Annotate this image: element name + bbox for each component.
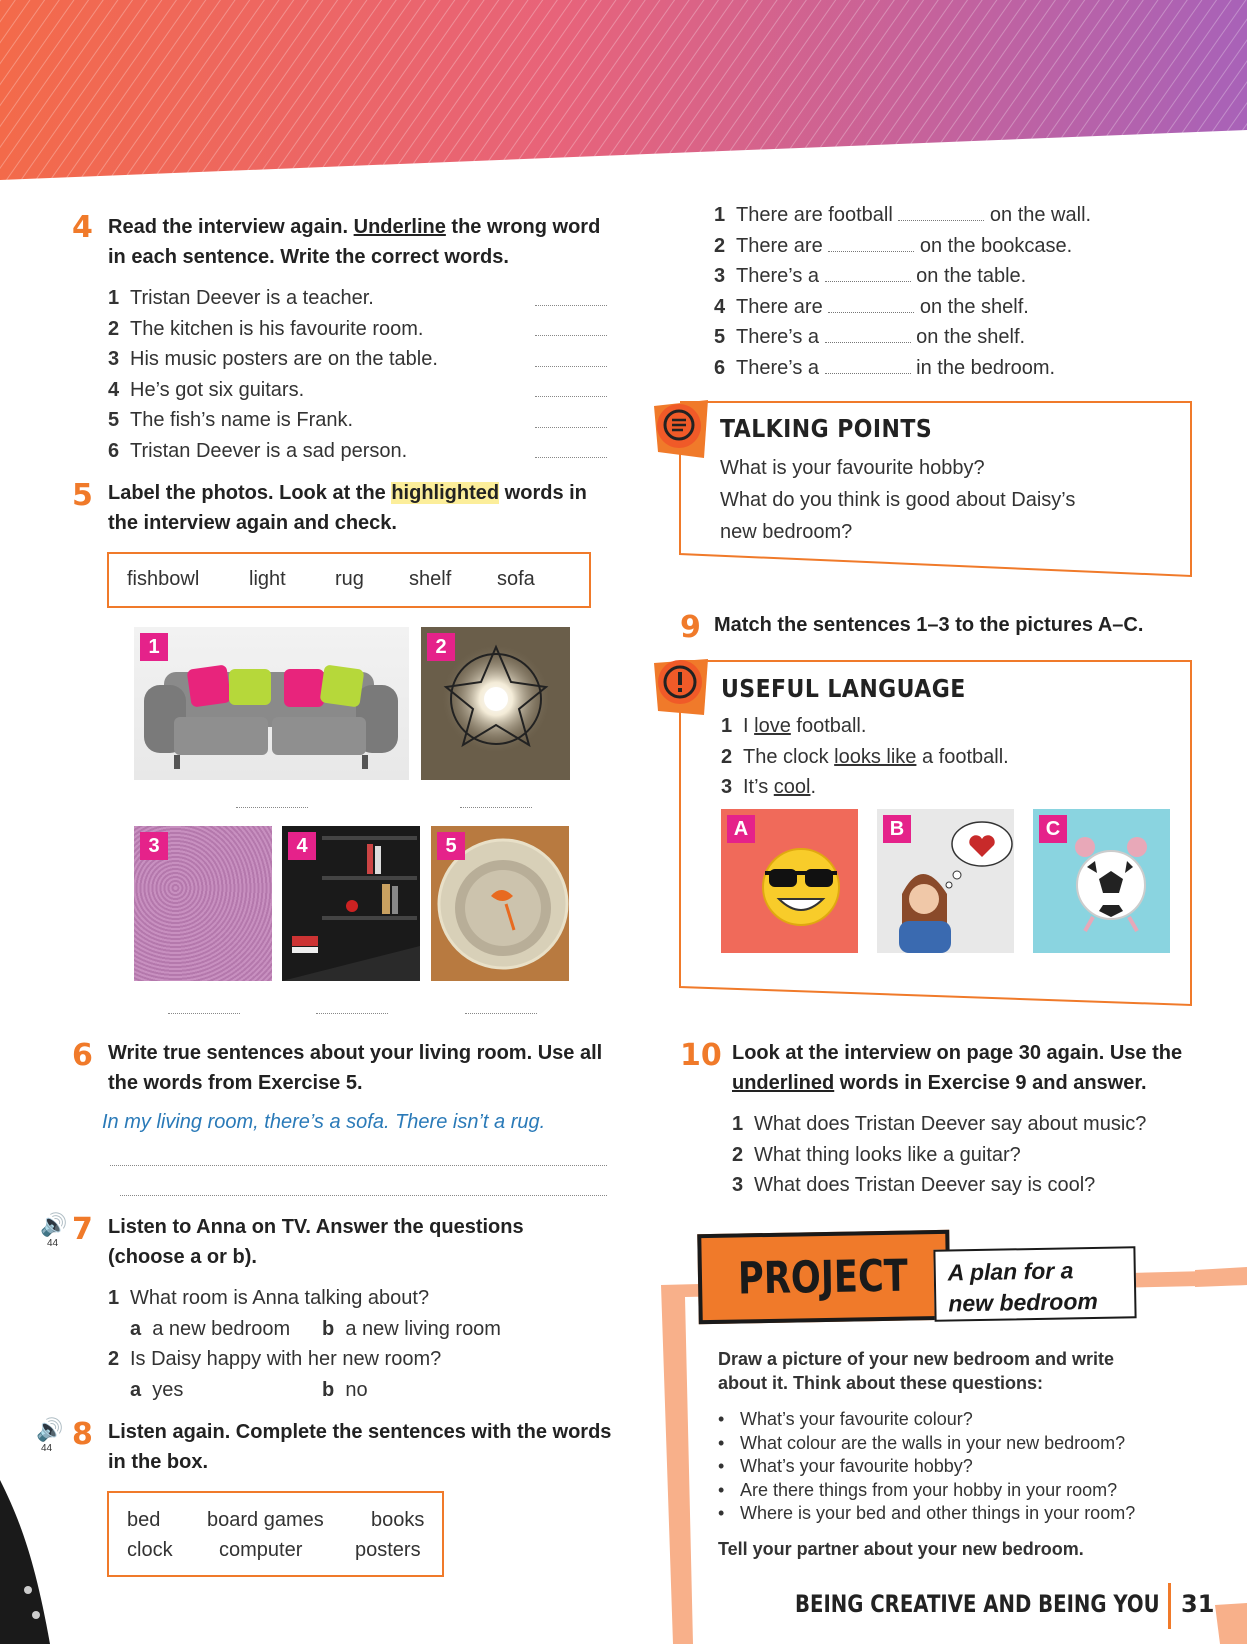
track-number: 44 [41,1443,53,1454]
list-item: 3 There’s a on the table. [714,265,1027,287]
unit-title: BEING CREATIVE AND BEING YOU [795,1590,1160,1618]
project-closing: Tell your partner about your new bedroom. [718,1539,1084,1559]
list-item: 1 Tristan Deever is a teacher. [108,287,374,309]
exercise-4-instruction: Read the interview again. Underline the wrong word in each sentence. Write the correct words. [108,216,601,268]
talking-points-text: What is your favourite hobby? What do you think is good about Daisy’s new bedroom? [720,457,1076,543]
list-item: 3 What does Tristan Deever say is cool? [732,1174,1096,1196]
photo-fishbowl [431,826,569,981]
speech-bubble-icon [657,404,701,448]
list-item: • What’s your favourite hobby? [718,1455,1198,1479]
exercise-8-instruction: Listen again. Complete the sentences with the words in the box. [108,1421,612,1473]
list-item: 2 There are on the bookcase. [714,234,1073,257]
photo-tag: 3 [140,832,168,860]
audio-icon[interactable]: 🔊 [36,1417,64,1442]
photo-light [421,627,570,780]
alert-icon [658,660,702,704]
answer-line[interactable] [460,807,532,808]
list-item: 3 His music posters are on the table. [108,348,438,370]
list-item: 4 He’s got six guitars. [108,378,305,401]
picture-c-football-clock [1033,809,1170,953]
track-number: 44 [47,1238,59,1249]
word: rug [335,568,364,590]
exercise-5-number: 5 [72,478,93,513]
option[interactable]: yes [152,1378,184,1401]
exercise-5-word-box [107,552,591,608]
picture-b-girl-love [877,809,1014,953]
talking-points-title: TALKING POINTS [720,414,933,443]
list-item: • Where is your bed and other things in your room? [718,1502,1198,1526]
word: books [371,1509,425,1531]
project-label: PROJECT [737,1250,909,1305]
photo-tag: 5 [437,832,465,860]
exercise-6-number: 6 [72,1038,93,1073]
side-decoration [0,1480,60,1644]
answer-line[interactable] [535,457,607,458]
answer-line[interactable] [168,1013,240,1014]
footer-divider [1168,1583,1171,1629]
header-banner [0,0,1247,185]
photo-sofa [134,627,409,780]
word: shelf [409,568,452,590]
answer-line[interactable] [316,1013,388,1014]
answer-line[interactable] [535,427,607,428]
exercise-5-instruction: Label the photos. Look at the highlighted words in the interview again and check. [108,482,587,534]
word: light [249,568,286,590]
answer-line[interactable] [465,1013,537,1014]
word: fishbowl [127,568,200,590]
exercise-9-instruction: Match the sentences 1–3 to the pictures A–C. [714,614,1144,636]
photo-rug [134,826,272,981]
list-item: • Are there things from your hobby in your room? [718,1479,1198,1503]
photo-tag: 2 [427,633,455,661]
useful-language-title: USEFUL LANGUAGE [721,674,966,703]
project-subtitle: A plan for a new bedroom [947,1257,1099,1317]
exercise-8-sentences [714,200,1154,383]
picture-tag: C [1039,815,1067,843]
photo-shelf [282,826,420,981]
list-item: 4 There are on the shelf. [714,295,1029,318]
list-item: 2 What thing looks like a guitar? [732,1143,1021,1166]
list-item: 5 There’s a on the shelf. [714,326,1026,348]
list-item: 1 There are football on the wall. [714,204,1092,226]
exercise-7-number: 7 [72,1212,93,1247]
project-label-box [697,1230,951,1324]
list-item: 1 What does Tristan Deever say about music? [732,1113,1147,1135]
picture-tag: A [727,815,755,843]
word: computer [219,1539,303,1561]
exercise-6-instruction: Write true sentences about your living room. Use all the words from Exercise 5. [108,1042,603,1094]
page-number: 31 [1181,1590,1215,1618]
exercise-9-number: 9 [680,610,701,645]
writing-line[interactable] [110,1165,607,1166]
answer-line[interactable] [535,396,607,397]
word: sofa [497,568,535,590]
word: board games [207,1509,324,1531]
project-intro: Draw a picture of your new bedroom and write about it. Think about these questions: [718,1349,1115,1393]
list-item: 2 The kitchen is his favourite room. [108,317,424,340]
list-item: 6 Tristan Deever is a sad person. [108,439,408,462]
exercise-8-word-box [107,1491,444,1577]
option[interactable]: a new living room [345,1317,501,1340]
writing-line[interactable] [120,1195,607,1196]
audio-icon[interactable]: 🔊 [40,1212,68,1237]
word: bed [127,1509,161,1531]
exercise-7-instruction: Listen to Anna on TV. Answer the questions (choose a or b). [108,1216,524,1268]
word: posters [355,1539,421,1561]
project-subtitle-box [933,1246,1136,1322]
exercise-6-example: In my living room, there’s a sofa. There isn’t a rug. [102,1111,546,1133]
option[interactable]: a new bedroom [152,1317,291,1340]
exercise-10-questions [732,1109,1192,1201]
answer-line[interactable] [535,335,607,336]
useful-language-sentences: 1 I love football. 2 The clock looks like a football. 3 It’s cool. [721,715,1009,798]
answer-line[interactable] [236,807,308,808]
picture-tag: B [883,815,911,843]
option[interactable]: no [345,1378,368,1401]
list-item: 6 There’s a in the bedroom. [714,356,1056,379]
project-bullets [718,1408,1198,1526]
answer-line[interactable] [535,305,607,306]
exercise-4-number: 4 [72,210,93,245]
exercise-10-number: 10 [680,1038,722,1073]
list-item: 5 The fish’s name is Frank. [108,409,354,431]
photo-tag: 4 [288,832,316,860]
answer-line[interactable] [535,366,607,367]
exercise-10-instruction: Look at the interview on page 30 again. Use the underlined words in Exercise 9 and answer. [732,1042,1183,1094]
list-item: • What’s your favourite colour? [718,1408,1198,1432]
list-item: • What colour are the walls in your new bedroom? [718,1432,1198,1456]
exercise-7-questions: 1 What room is Anna talking about? a a new bedroom b a new living room 2 Is Daisy happy with her new room? a yes b no [108,1287,501,1401]
picture-a-cool-emoji [721,809,858,953]
exercise-8-number: 8 [72,1417,93,1452]
exercise-4-list [108,283,608,466]
photo-tag: 1 [140,633,168,661]
word: clock [127,1539,173,1561]
